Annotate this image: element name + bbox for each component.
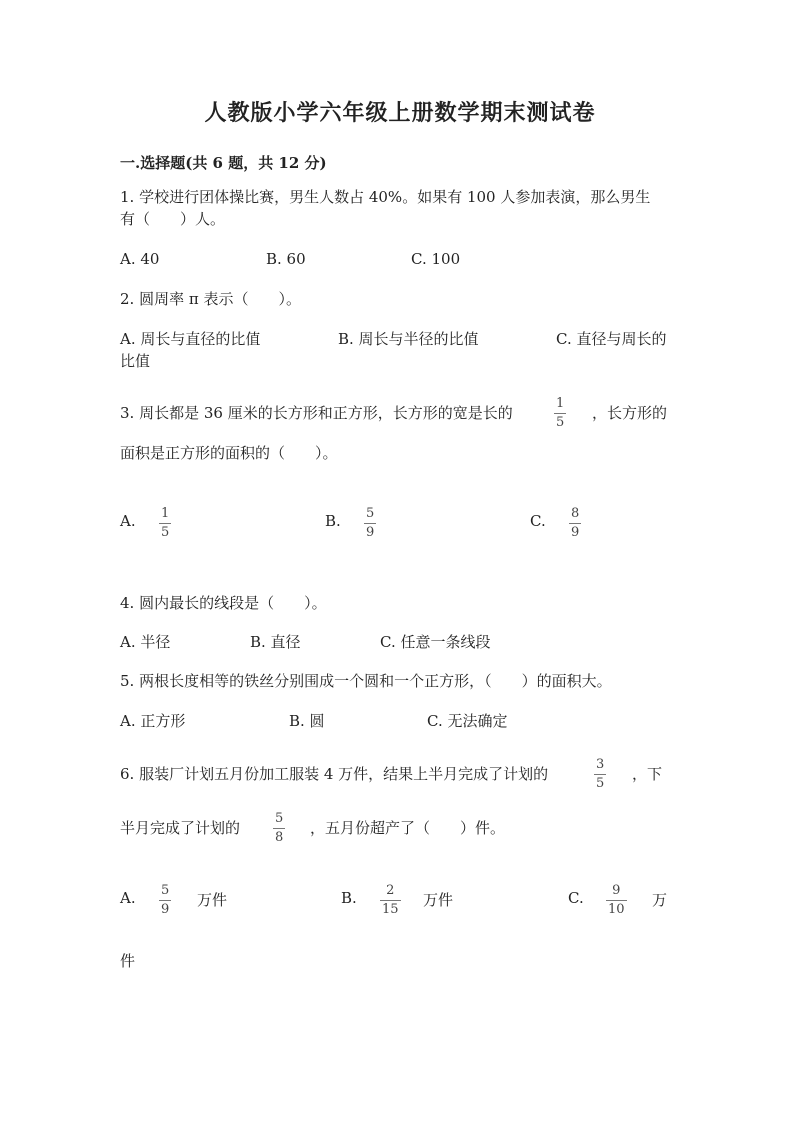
question-3-option-a-fraction <box>159 507 171 540</box>
fraction-denominator: 5 <box>556 415 565 430</box>
question-6-option-c-fraction <box>606 884 627 917</box>
question-6-option-c-continued: 件 <box>120 952 136 970</box>
fraction-numerator: 1 <box>161 506 170 521</box>
question-4-option-a: A. 半径 <box>120 633 171 651</box>
question-6-option-c-unit: 万 <box>652 891 668 909</box>
fraction-denominator: 9 <box>366 525 375 540</box>
question-4-option-c: C. 任意一条线段 <box>380 633 491 651</box>
fraction-denominator: 15 <box>382 902 399 917</box>
fraction-bar <box>606 900 627 901</box>
question-6-line-2-tail: ，五月份超产了（ ）件。 <box>310 819 506 837</box>
question-1-option-a: A. 40 <box>120 250 160 268</box>
question-3-option-b-fraction <box>364 507 376 540</box>
question-6-option-c: C. <box>568 889 584 907</box>
fraction-numerator: 5 <box>366 506 375 521</box>
question-1-option-b: B. 60 <box>266 250 306 268</box>
fraction-numerator: 3 <box>596 757 605 772</box>
fraction-denominator: 5 <box>161 525 170 540</box>
question-3-line-1-tail: ，长方形的 <box>592 404 668 422</box>
question-3-option-a: A. <box>120 512 136 530</box>
fraction-bar <box>364 523 376 524</box>
question-3-line-1: 3. 周长都是 36 厘米的长方形和正方形，长方形的宽是长的 <box>120 404 513 422</box>
fraction-numerator: 5 <box>275 811 284 826</box>
fraction-bar <box>569 523 581 524</box>
question-5-option-c: C. 无法确定 <box>427 712 508 730</box>
question-2-option-a: A. 周长与直径的比值 <box>120 330 261 348</box>
fraction-numerator: 9 <box>612 883 621 898</box>
fraction-denominator: 9 <box>571 525 580 540</box>
question-2-option-b: B. 周长与半径的比值 <box>338 330 479 348</box>
question-6-option-a: A. <box>120 889 136 907</box>
question-6-line-1: 6. 服装厂计划五月份加工服装 4 万件，结果上半月完成了计划的 <box>120 765 549 783</box>
fraction-bar <box>380 900 401 901</box>
fraction-denominator: 8 <box>275 830 284 845</box>
fraction-bar <box>159 523 171 524</box>
question-6-option-b-unit: 万件 <box>423 891 454 909</box>
question-4-option-b: B. 直径 <box>250 633 301 651</box>
question-2-line-1: 2. 圆周率 π 表示（ ）。 <box>120 290 301 308</box>
question-1-option-c: C. 100 <box>411 250 461 268</box>
question-6-option-a-unit: 万件 <box>197 891 228 909</box>
question-5-option-a: A. 正方形 <box>120 712 186 730</box>
question-2-option-c: C. 直径与周长的 <box>556 330 667 348</box>
question-6-option-b-fraction <box>380 884 401 917</box>
fraction-denominator: 10 <box>608 902 625 917</box>
fraction-bar <box>159 900 171 901</box>
question-2-option-c-continued: 比值 <box>120 352 151 370</box>
fraction-denominator: 5 <box>596 776 605 791</box>
question-3-option-c-fraction <box>569 507 581 540</box>
question-6-line-2: 半月完成了计划的 <box>120 819 241 837</box>
question-6-option-a-fraction <box>159 884 171 917</box>
fraction-bar <box>273 828 285 829</box>
question-5-line-1: 5. 两根长度相等的铁丝分别围成一个圆和一个正方形，（ ）的面积大。 <box>120 672 612 690</box>
question-3-line-2: 面积是正方形的面积的（ ）。 <box>120 444 338 462</box>
question-6-option-b: B. <box>341 889 357 907</box>
question-5-option-b: B. 圆 <box>289 712 325 730</box>
question-6-line-1-tail: ，下 <box>632 765 663 783</box>
question-3-option-c: C. <box>530 512 546 530</box>
question-3-fraction <box>554 397 566 430</box>
question-1-line-2: 有（ ）人。 <box>120 210 226 228</box>
question-6-fraction-2 <box>273 812 285 845</box>
question-3-option-b: B. <box>325 512 341 530</box>
question-1-line-1: 1. 学校进行团体操比赛，男生人数占 40%。如果有 100 人参加表演，那么男生 <box>120 188 651 206</box>
fraction-numerator: 1 <box>556 396 565 411</box>
section-heading: 一.选择题(共 6 题，共 12 分) <box>120 154 327 172</box>
fraction-bar <box>594 774 606 775</box>
question-6-fraction-1 <box>594 758 606 791</box>
fraction-denominator: 9 <box>161 902 170 917</box>
fraction-numerator: 5 <box>161 883 170 898</box>
page-title: 人教版小学六年级上册数学期末测试卷 <box>204 100 596 126</box>
fraction-numerator: 8 <box>571 506 580 521</box>
fraction-numerator: 2 <box>386 883 395 898</box>
question-4-line-1: 4. 圆内最长的线段是（ ）。 <box>120 594 327 612</box>
fraction-bar <box>554 413 566 414</box>
